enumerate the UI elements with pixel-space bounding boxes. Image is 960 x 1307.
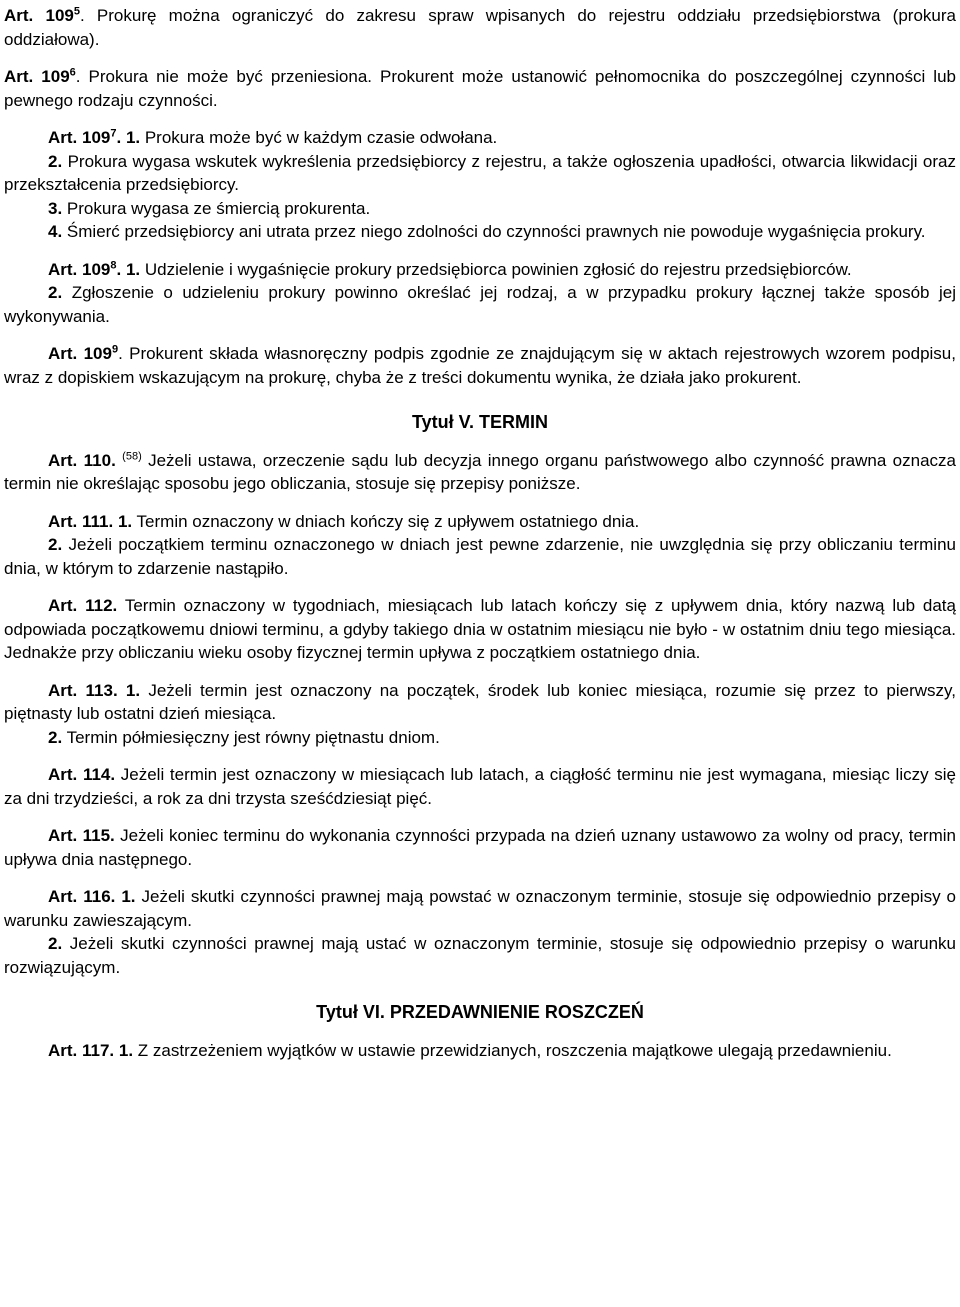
paragraph-number: 2. bbox=[48, 535, 63, 554]
paragraph-text: Termin półmiesięczny jest równy piętnastu dniom. bbox=[62, 727, 440, 747]
paragraph-number: . 1. bbox=[116, 128, 141, 147]
article-label: Art. 109 bbox=[4, 6, 74, 25]
article-110 bbox=[4, 449, 956, 496]
paragraph-text: Termin oznaczony w dniach kończy się z upływem ostatniego dnia. bbox=[132, 511, 640, 531]
article-116-par-2 bbox=[4, 932, 956, 979]
article-label: Art. 116. bbox=[48, 887, 116, 906]
paragraph-number: 1. bbox=[113, 511, 133, 531]
article-109-7-par-1 bbox=[4, 126, 956, 150]
article-label: Art. 117. bbox=[48, 1040, 115, 1060]
paragraph-number: . 1. bbox=[116, 259, 141, 279]
article-114 bbox=[4, 763, 956, 810]
article-109-6 bbox=[4, 65, 956, 112]
paragraph-text: Z zastrzeżeniem wyjątków w ustawie przewidzianych, roszczenia majątkowe ulegają przedawnieniu. bbox=[133, 1040, 892, 1060]
article-label: Art. 112. bbox=[48, 596, 118, 615]
article-109-7-par-2 bbox=[4, 150, 956, 197]
paragraph-number: 2. bbox=[48, 151, 63, 171]
footnote-ref: (58) bbox=[122, 449, 142, 462]
article-label: Art. 113. bbox=[48, 680, 118, 700]
paragraph-text: Jeżeli początkiem terminu oznaczonego w dniach jest pewne zdarzenie, nie uwzględnia się przy obliczaniu terminu dnia, w którym to zdarzenie nastąpiło. bbox=[4, 535, 956, 578]
paragraph-text: Jeżeli termin jest oznaczony na początek, środek lub koniec miesiąca, rozumie się przez to pierwszy, piętnasty lub ostatni dzień miesiąca. bbox=[4, 680, 956, 723]
article-text: . Prokurę można ograniczyć do zakresu spraw wpisanych do rejestru oddziału przedsiębiorstwa (prokura oddziałowa). bbox=[4, 6, 956, 49]
paragraph-number: 2. bbox=[48, 934, 63, 953]
article-text: . Prokurent składa własnoręczny podpis zgodnie ze znajdującym się w aktach rejestrowych wzorem podpisu, wraz z dopiskiem wskazującym na prokurę, chyba że z treści dokumentu wynika, że działa jako prokurent. bbox=[4, 344, 956, 387]
article-text: Termin oznaczony w tygodniach, miesiącach lub latach kończy się z upływem dnia, który nazwą lub datą odpowiada początkowemu dniowi terminu, a gdyby takiego dnia w ostatnim miesiącu nie było - w ostatnim dniu tego miesiąca. Jednakże przy obliczaniu wieku osoby fizycznej termin upływa z początkiem ostatniego dnia. bbox=[4, 596, 956, 662]
article-text: Jeżeli termin jest oznaczony w miesiącach lub latach, a ciągłość terminu nie jest wymagana, miesiąc liczy się za dni trzydzieści, a rok za dni trzysta sześćdziesiąt pięć. bbox=[4, 765, 956, 808]
paragraph-text: Prokura wygasa ze śmiercią prokurenta. bbox=[62, 198, 371, 218]
article-label: Art. 115. bbox=[48, 826, 115, 845]
article-label: Art. 109 bbox=[4, 67, 70, 86]
article-sup: 5 bbox=[73, 5, 80, 18]
paragraph-text: Prokura wygasa wskutek wykreślenia przedsiębiorcy z rejestru, a także ogłoszenia upadłości, otwarcia likwidacji oraz przekształcenia przedsiębiorcy. bbox=[4, 151, 956, 194]
article-sup: 7 bbox=[110, 127, 117, 140]
article-label: Art. 114. bbox=[48, 765, 116, 784]
article-sup: 6 bbox=[69, 66, 76, 79]
title-vi-heading: Tytuł VI. PRZEDAWNIENIE ROSZCZEŃ bbox=[316, 1002, 644, 1022]
paragraph-text: Jeżeli skutki czynności prawnej mają ustać w oznaczonym terminie, stosuje się odpowiednio przepisy o warunku rozwiązującym. bbox=[4, 934, 956, 977]
paragraph-text: Udzielenie i wygaśnięcie prokury przedsiębiorca powinien zgłosić do rejestru przedsiębiorców. bbox=[140, 259, 852, 279]
article-112 bbox=[4, 594, 956, 665]
article-109-5 bbox=[4, 4, 956, 51]
article-109-7-par-4 bbox=[4, 220, 956, 244]
article-115 bbox=[4, 824, 956, 871]
article-109-9 bbox=[4, 342, 956, 389]
article-label: Art. 110. bbox=[48, 450, 116, 470]
title-v-heading: Tytuł V. TERMIN bbox=[411, 412, 548, 432]
article-113-par-1 bbox=[4, 679, 956, 726]
paragraph-number: 1. bbox=[114, 1040, 134, 1060]
article-label: Art. 109 bbox=[48, 128, 111, 147]
paragraph-number: 1. bbox=[115, 887, 136, 906]
paragraph-number: 2. bbox=[48, 283, 63, 302]
paragraph-text: Śmierć przedsiębiorcy ani utrata przez niego zdolności do czynności prawnych nie powoduje wygaśnięcia prokury. bbox=[62, 222, 926, 241]
paragraph-text: Zgłoszenie o udzieleniu prokury powinno określać jej rodzaj, a w przypadku prokury łącznej także sposób jej wykonywania. bbox=[4, 283, 956, 326]
paragraph-number: 2. bbox=[48, 727, 63, 747]
article-111-par-1 bbox=[4, 510, 956, 534]
article-text: Jeżeli ustawa, orzeczenie sądu lub decyzja innego organu państwowego albo czynność prawna oznacza termin nie określając sposobu jego obliczania, stosuje się przepisy poniższe. bbox=[4, 450, 956, 493]
article-113-par-2 bbox=[4, 726, 956, 750]
article-sup: 9 bbox=[111, 343, 119, 356]
article-116-par-1 bbox=[4, 885, 956, 932]
paragraph-number: 1. bbox=[117, 680, 141, 700]
article-label: Art. 111. bbox=[48, 511, 114, 531]
article-label: Art. 109 bbox=[48, 259, 111, 279]
paragraph-text: Jeżeli skutki czynności prawnej mają powstać w oznaczonym terminie, stosuje się odpowiednio przepisy o warunku zawieszającym. bbox=[4, 887, 956, 930]
article-117-par-1 bbox=[4, 1039, 956, 1063]
article-109-8-par-1 bbox=[4, 258, 956, 282]
article-109-7-par-3 bbox=[4, 197, 956, 221]
article-109-8-par-2 bbox=[4, 281, 956, 328]
article-sup: 8 bbox=[110, 258, 117, 271]
article-text: Jeżeli koniec terminu do wykonania czynności przypada na dzień uznany ustawowo za wolny od pracy, termin upływa dnia następnego. bbox=[4, 826, 956, 869]
paragraph-number: 3. bbox=[48, 198, 63, 218]
paragraph-number: 4. bbox=[48, 222, 63, 241]
article-label: Art. 109 bbox=[48, 344, 112, 363]
article-111-par-2 bbox=[4, 533, 956, 580]
paragraph-text: Prokura może być w każdym czasie odwołana. bbox=[140, 128, 498, 147]
article-text: . Prokura nie może być przeniesiona. Prokurent może ustanowić pełnomocnika do poszczególnej czynności lub pewnego rodzaju czynności. bbox=[4, 67, 956, 110]
